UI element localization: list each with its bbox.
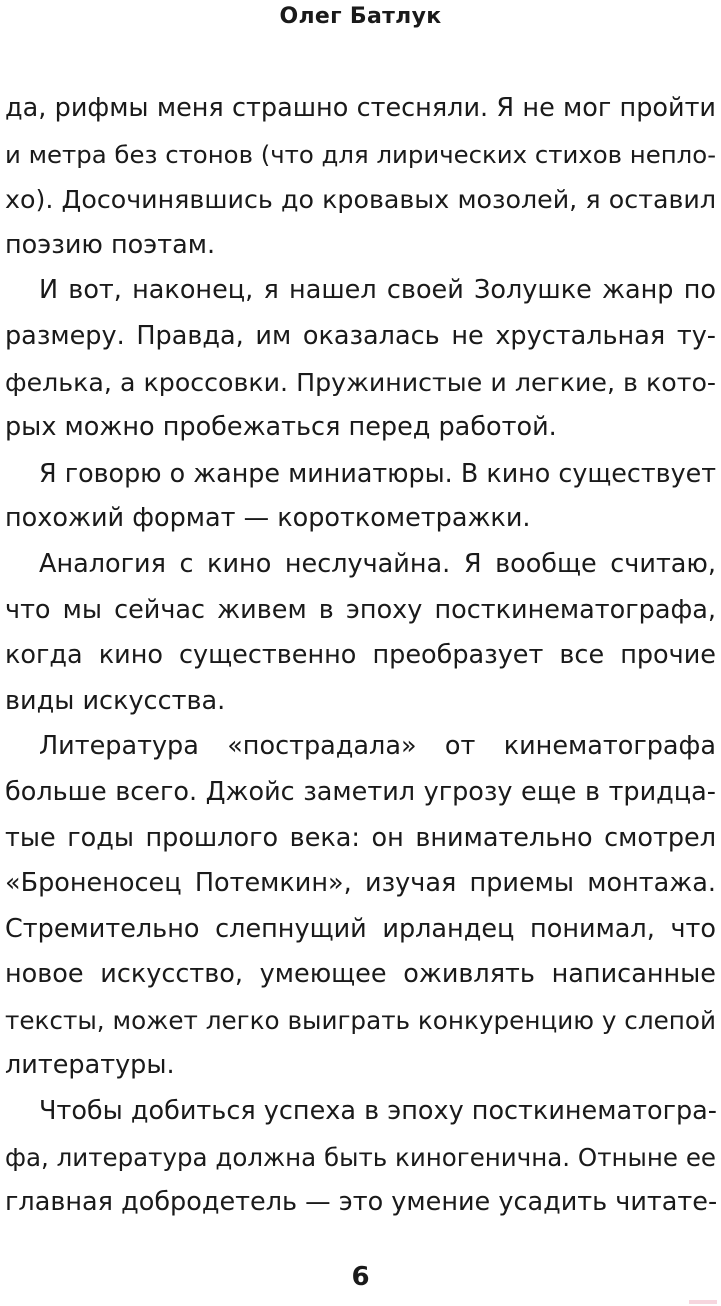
text-line: Аналогия с кино неслучайна. Я вообще считаю,	[39, 548, 716, 579]
text-line: больше всего. Джойс заметил угрозу еще в тридца-	[5, 776, 716, 807]
text-line: фелька, а кроссовки. Пружинистые и легкие, в кото-	[5, 367, 716, 397]
corner-mark	[689, 1300, 717, 1304]
text-line: виды искусства.	[5, 685, 226, 716]
text-line: фа, литература должна быть киногенична. Отныне ее	[5, 1142, 716, 1172]
text-line: поэзию поэтам.	[5, 229, 216, 260]
text-line: хо). Досочинявшись до кровавых мозолей, я оставил	[5, 184, 716, 215]
text-line: тые годы прошлого века: он внимательно смотрел	[5, 822, 716, 853]
text-line: да, рифмы меня страшно стесняли. Я не мог пройти	[5, 93, 716, 123]
running-head: Олег Батлук	[279, 4, 442, 29]
text-line: когда кино существенно преобразует все прочие	[5, 640, 716, 671]
text-line: Литература «пострадала» от кинематографа	[39, 731, 716, 762]
text-line: похожий формат — короткометражки.	[5, 503, 531, 534]
text-line: и метра без стонов (что для лирических стихов непло-	[5, 139, 716, 169]
text-line: Стремительно слепнущий ирландец понимал, что	[5, 913, 716, 944]
text-line: новое искусство, умеющее оживлять написанные	[5, 959, 716, 990]
text-line: Я говорю о жанре миниатюры. В кино существует	[39, 457, 716, 488]
text-line: размеру. Правда, им оказалась не хрустальная ту-	[5, 320, 716, 351]
page-number: 6	[351, 1262, 370, 1292]
text-line: главная добродетель — это умение усадить читате-	[5, 1187, 718, 1218]
body-text	[5, 86, 716, 1226]
text-line: Чтобы добиться успеха в эпоху посткинематогра-	[39, 1096, 717, 1127]
text-line: рых можно пробежаться перед работой.	[5, 412, 557, 443]
text-line: что мы сейчас живем в эпоху посткинематографа,	[5, 594, 716, 625]
text-line: литературы.	[5, 1050, 175, 1081]
text-line: тексты, может легко выиграть конкуренцию у слепой	[5, 1005, 716, 1035]
text-line: И вот, наконец, я нашел своей Золушке жанр по	[39, 275, 716, 306]
text-line: «Броненосец Потемкин», изучая приемы монтажа.	[5, 868, 716, 899]
